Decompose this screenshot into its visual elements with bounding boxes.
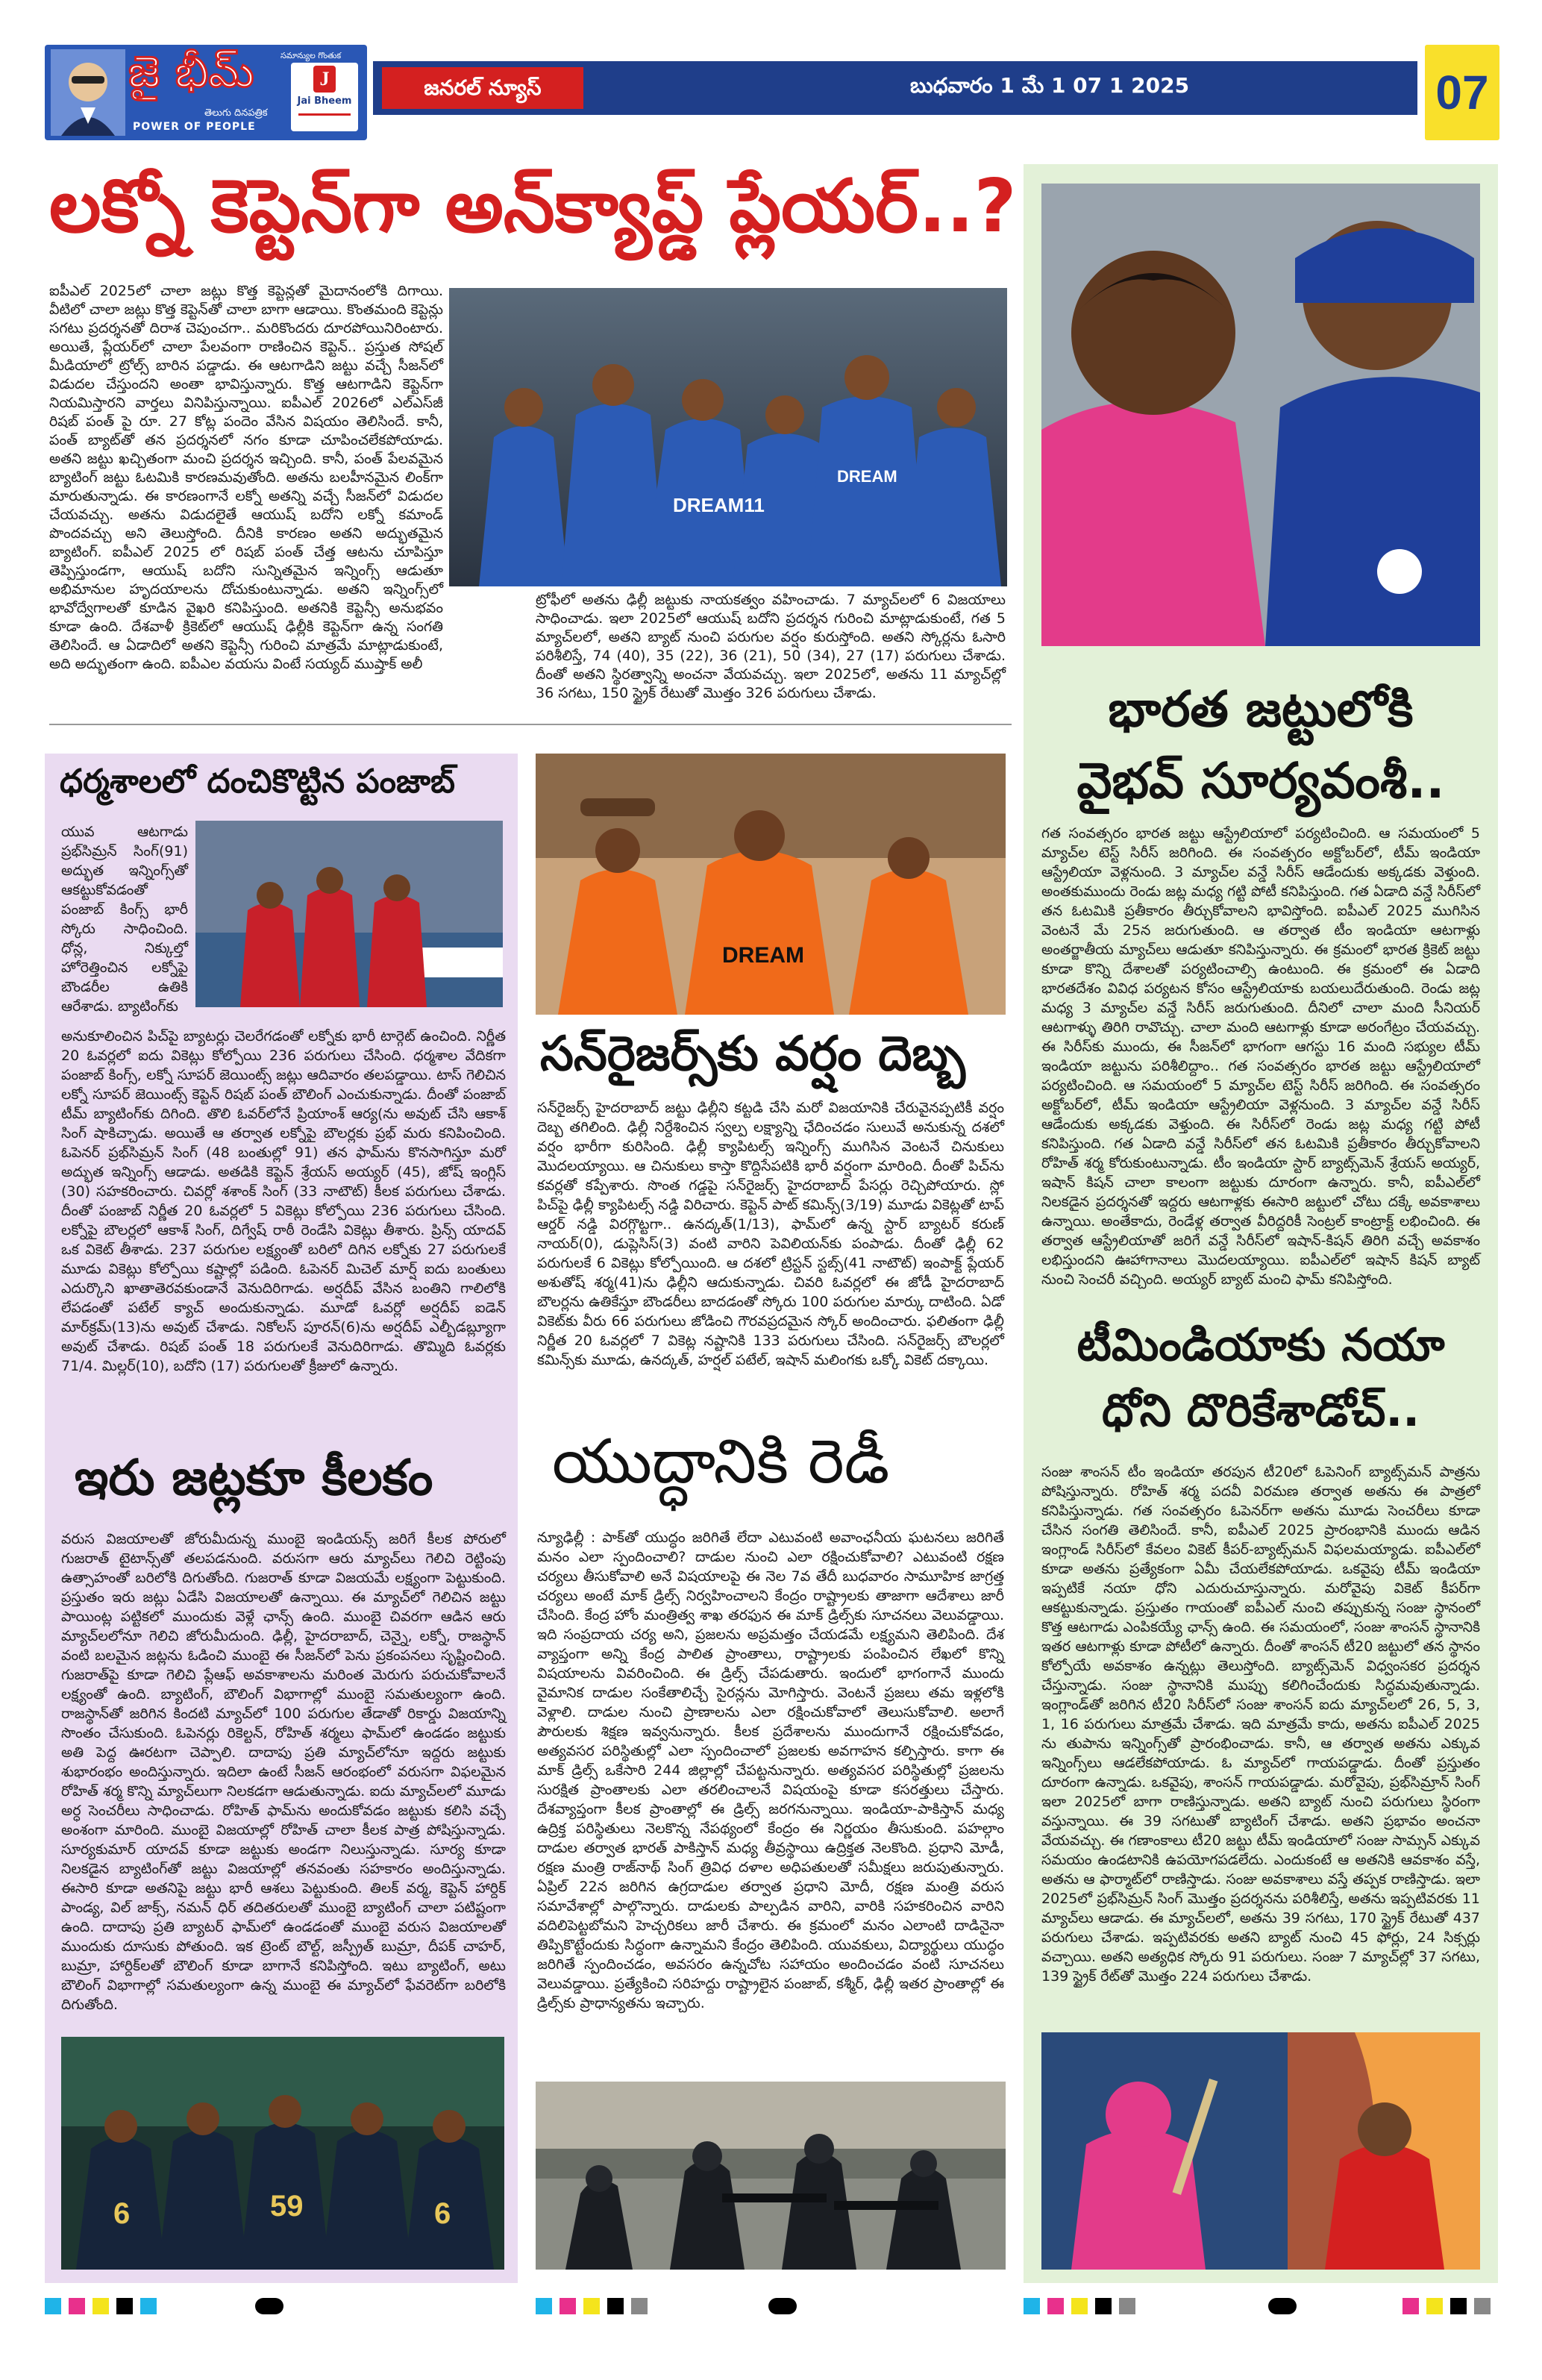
masthead	[45, 45, 1499, 142]
story5-headline: యుద్ధానికి రెడీ	[552, 1427, 890, 1497]
story1-col2	[536, 591, 1006, 710]
story2-headline: ధర్మశాలలో దంచికొట్టిన పంజాబ్	[60, 762, 455, 801]
story1-body-cont: ట్రోఫీలో అతను ఢిల్లీ జట్టుకు నాయకత్వం వహించాడు. 7 మ్యాచ్‌లలో 6 విజయాలు సాధించాడు. ఇలా 2025లో ఆయుష్ బదోని ప్రదర్శన గురించి మాట్లాడుకుంటే, గత 5 మ్యాచ్‌లలో, అతని బ్యాట్ నుంచి పరుగుల వర్షం కురుస్తోంది. అతని స్కోర్లను ఓసారి పరిశీలిస్తే, 74 (40), 35 (22), 36 (21), 50 (34), 27 (17) పరుగులు చేశాడు. దీంతో అతని స్థిరత్వాన్ని అంచనా వేయవచ్చు. ఇలా 2025లో, అతను 11 మ్యాచ్‌ల్లో 36 సగటు, 150 స్ట్రైక్ రేటుతో మొత్తం 326 పరుగులు చేశాడు.	[536, 592, 1006, 701]
registration-pill-1	[255, 2298, 283, 2314]
lsg-team-photo	[449, 288, 1007, 586]
logo-tagline: POWER OF PEOPLE	[133, 121, 256, 133]
story6-body: గత సంవత్సరం భారత జట్టు ఆస్ట్రేలియాలో పర్యటించింది. ఆ సమయంలో 5 మ్యాచ్‌ల టెస్ట్ సిరీస్ జరిగింది. ఈ సంవత్సరం అక్టోబర్‌లో, టీమ్ ఇండియా ఆస్ట్రేలియా వెళ్లనుంది. 3 మ్యాచ్‌ల వన్డే సిరీస్ ఆడేందుకు అక్కడకు వెళ్తుంది. అంతకుముందు రెండు జట్ల మధ్య గట్టి పోటీ కనిపిస్తుంది. గత ఏడాది వన్డే సిరీస్‌లో తన ఓటమికి ప్రతీకారం తీర్చుకోవాలని భావిస్తోంది. ఐపీఎల్ 2025 ముగిసిన వెంటనే మే 25న జరుగుతుంది. ఆ తర్వాత టీం ఇండియా ఆటగాళ్లు అంతర్జాతీయ మ్యాచ్‌లు ఆడుతూ కనిపిస్తున్నారు. ఈ క్రమంలో భారత క్రికెట్ జట్టు కూడా కొన్ని దేశాలతో పర్యటించాల్సి ఉంటుంది. ఈ క్రమంలో ఈ ఏడాది భారతదేశం వివిధ పర్యటన కోసం ఆస్ట్రేలియాకు బయలుదేరుతుంది. రెండు జట్ల మధ్య 3 మ్యాచ్‌ల వన్డే సిరీస్ జరుగుతుంది. దీనిలో చాలా మంది సీనియర్ ఆటగాళ్ళు తిరిగి రావొచ్చు. చాలా మంది ఆటగాళ్లు కూడా అరంగేట్రం చేయవచ్చు. ఈ సిరీస్‌కు ముందు, ఈ సీజన్‌లో భాగంగా ఆగస్టు 16 మంది సభ్యుల టీమ్ ఇండియా జట్టును పరిశీలిద్దాం.. గత సంవత్సరం భారత జట్టు ఆస్ట్రేలియాలో పర్యటించింది. ఆ సమయంలో 5 మ్యాచ్‌ల టెస్ట్ సిరీస్ జరిగింది. ఈ సంవత్సరం అక్టోబర్‌లో, టీమ్ ఇండియా ఆస్ట్రేలియా వెళ్లనుంది. 3 మ్యాచ్‌ల వన్డే సిరీస్ ఆడేందుకు అక్కడకు వెళ్తుంది. ఈ సిరీస్‌లో రెండు జట్ల మధ్య గట్టి పోటీ కనిపిస్తుంది. గత ఏడాది వన్డే సిరీస్‌లో తన ఓటమికి ప్రతీకారం తీర్చుకోవాలని రోహిత్ శర్మ కోరుకుంటున్నాడు. టీం ఇండియా స్టార్ బ్యాట్స్‌మెన్ శ్రేయస్ అయ్యర్, ఇషాన్ కిషన్ చాలా కాలంగా జట్టుకు దూరంగా ఉన్నారు. కానీ, ఐపీఎల్‌లో నిలకడైన ప్రదర్శనతో ఇద్దరు ఆటగాళ్లకు ఈసారి జట్టులో చోటు దక్కే అవకాశాలు ఉన్నాయి. అంతేకాదు, రెండేళ్ల తర్వాత వీరిద్దరికీ సెంట్రల్ కాంట్రాక్ట్ లభించింది. ఈ తర్వాత ఆస్ట్రేలియాతో జరిగే వన్డే సిరీస్‌లో ఇషాన్-కిషన్ తిరిగి వచ్చే అవకాశం లభిస్తుందని ఊహాగానాలు మొదలయ్యాయి. ఐపీఎల్‌లో ఇషాన్ కిషన్ బ్యాట్ నుంచి సెంచరీ వచ్చింది. అయ్యర్ బ్యాట్ మంచి ఫామ్ కనిపిస్తోంది.	[1041, 825, 1480, 1288]
story2-lead	[61, 822, 188, 1024]
gt-jersey-number-2: 59	[270, 2190, 304, 2223]
header-date: బుధవారం 1 మే 1 07 1 2025	[910, 73, 1190, 98]
lsg-jersey-text: DREAM11	[673, 494, 765, 516]
gt-jersey-number-1: 6	[113, 2197, 131, 2230]
gt-jersey-number-3: 6	[434, 2197, 451, 2230]
logo-title: జై భీమ్	[128, 46, 254, 97]
story1-headline: లక్నో కెప్టెన్‌గా అన్‌క్యాప్డ్ ప్లేయర్..?	[49, 164, 1017, 249]
gujarat-team-photo	[61, 2037, 504, 2270]
registration-pill-2	[768, 2298, 797, 2314]
story4-body: సన్‌రైజర్స్ హైదరాబాద్ జట్టు ఢిల్లీని కట్టడి చేసి మరో విజయానికి చేరువైనప్పటికీ వర్షం దెబ్బ తగిలింది. ఢిల్లీ నిర్దేశించిన స్వల్ప లక్ష్యాన్ని ఛేదించడం సులువే అనుకున్న దశలో వర్షం భారీగా కురిసింది. ఢిల్లీ క్యాపిటల్స్ ఇన్నింగ్స్ ముగిసిన వెంటనే చినుకులు మొదలయ్యాయి. ఆ చినుకులు కాస్తా కొద్దిసేపటికి భారీ వర్షంగా మారింది. దీంతో పిచ్‌ను కవర్లతో కప్పేశారు. సొంత గడ్డపై సన్‌రైజర్స్ హైదరాబాద్ పేసర్లు రెచ్చిపోయారు. స్లో పిచ్‌పై ఢిల్లీ క్యాపిటల్స్ నడ్డి విరిచారు. కెప్టెన్ పాట్ కమిన్స్(3/19) మూడు వికెట్లతో టాప్ ఆర్డర్ నడ్డి విరగ్గొట్టగా.. ఉనద్కత్(1/13), ఫామ్‌లో ఉన్న స్టార్ బ్యాటర్ కరుణ్ నాయర్(0), డుప్లెసిస్(3) వంటి వారిని పెవిలియన్‌కు పంపాడు. దీంతో ఢిల్లీ 62 పరుగులకే 6 వికెట్లు కోల్పోయింది. ఆ దశలో ట్రిస్టన్ స్టబ్స్(41 నాటౌట్) ఇంపాక్ట్ ప్లేయర్ అశుతోష్ శర్మ(41)ను ఢిల్లీని ఆదుకున్నాడు. చివరి ఓవర్లలో ఈ జోడీ హైదరాబాద్ బౌలర్లను ఉతికేస్తూ బౌండరీలు బాదడంతో స్కోరు 100 పరుగుల మార్కు దాటింది. ఏడో వికెట్‌కు వీరు 66 పరుగులు జోడించి గౌరవప్రదమైన స్కోర్ అందించారు. ఫలితంగా ఢిల్లీ నిర్ణీత 20 ఓవర్లలో 7 వికెట్ల నష్టానికి 133 పరుగులు చేసింది. సన్‌రైజర్స్ బౌలర్లలో కమిన్స్‌కు మూడు, ఉనద్కత్, హర్షల్ పటేల్, ఇషాన్ మలింగకు ఒక్కో వికెట్ దక్కాయి.	[537, 1100, 1004, 1368]
story7-body: సంజు శాంసన్ టీం ఇండియా తరపున టీ20లో ఓపెనింగ్ బ్యాట్స్‌మన్ పాత్రను పోషిస్తున్నారు. రోహిత్ శర్మ పదవీ విరమణ తర్వాత అతను ఈ పాత్రలో కనిపిస్తున్నాడు. గత సంవత్సరం ఓపెనర్‌గా అతను మూడు సెంచరీలు కూడా చేసిన సంగతి తెలిసిందే. కానీ, ఐపీఎల్ 2025 ప్రారంభానికి ముందు ఆడిన ఇంగ్లాండ్ సిరీస్‌లో కేవలం వికెట్ కీపర్-బ్యాట్స్‌మన్ విఫలమయ్యాడు. ఐపీఎల్‌లో కూడా అతను ప్రత్యేకంగా ఏమీ చేయలేకపోయాడు. ఒకవైపు టీమ్ ఇండియా ఇప్పటికే నయా ధోని ఎదురుచూస్తున్నారు. మరోవైపు వికెట్ కీపర్‌గా ఆకట్టుకున్నాడు. ప్రస్తుతం గాయంతో ఐపీఎల్ నుంచి తప్పుకున్న సంజు స్థానంలో కొత్త ఆటగాడు ఎంపికయ్యే ఛాన్స్ ఉంది. ఈ సమయంలో, సంజు శాంసన్ స్థానానికి ఇతర ఆటగాళ్లు కూడా పోటీలో ఉన్నారు. దీంతో శాంసన్ టీ20 జట్టులో తన స్థానం కోల్పోయే అవకాశం ఉన్నట్లు తెలుస్తోంది. బ్యాట్స్‌మెన్ విధ్వంసకర ప్రదర్శన చేస్తున్నాడు. సంజు స్థానానికి ముప్పు కలిగించేందుకు సిద్ధమవుతున్నాడు. ఇంగ్లాండ్‌తో జరిగిన టీ20 సిరీస్‌లో సంజు శాంసన్ ఐదు మ్యాచ్‌లలో 26, 5, 3, 1, 16 పరుగులు మాత్రమే చేశాడు. ఇది మాత్రమే కాదు, అతను ఐపీఎల్ 2025 ను తుపాను ఇన్నింగ్స్‌తో ప్రారంభించాడు. కానీ, ఆ తర్వాత అతను ఎక్కువ ఇన్నింగ్స్‌లు ఆడలేకపోయాడు. ఓ మ్యాచ్‌లో గాయపడ్డాడు. దీంతో ప్రస్తుతం దూరంగా ఉన్నాడు. ఒకవైపు, శాంసన్ గాయపడ్డాడు. మరోవైపు, ప్రభ్‌సిమ్రాన్ సింగ్ ఇలా 2025లో బాగా రాణిస్తున్నాడు. అతని బ్యాట్ నుంచి పరుగులు స్థిరంగా వస్తున్నాయి. ఈ 39 సగటుతో బ్యాటింగ్ చేశాడు. అతని ప్రభావం అంచనా వేయవచ్చు. ఈ గణాంకాలు టీ20 జట్టు టీమ్ ఇండియాలో సంజు సామ్సన్ ఎక్కువ సమయం ఉండటానికి ఉపయోగపడలేదు. ఎందుకంటే ఆ అతనికి ఆవకాశం వస్తే, అతను ఆ ఫార్మాట్‌లో రాణిస్తాడు. సంజు అవకాశాలు వస్తే తప్పక రాణిస్తాడు. ఇలా 2025లో ప్రభ్‌సిమ్రన్ సింగ్ మొత్తం ప్రదర్శనను పరిశీలిస్తే, అతను ఇప్పటివరకు 11 మ్యాచ్‌లు ఆడాడు. ఈ మ్యాచ్‌లలో, అతను 39 సగటు, 170 స్ట్రైక్ రేటుతో 437 పరుగులు చేశాడు. ఇప్పటివరకు అతని బ్యాట్ నుంచి 45 ఫోర్లు, 24 సిక్సర్లు వచ్చాయి. అతని అత్యధిక స్కోరు 91 పరుగులు. సంజు 7 మ్యాచ్‌ల్లో 37 సగటు, 139 స్ట్రైక్ రేట్‌తో మొత్తం 224 పరుగులు చేశాడు.	[1041, 1464, 1480, 1985]
vaibhav-rohit-photo	[1041, 184, 1480, 646]
story5-body: న్యూఢిల్లీ : పాక్‌తో యుద్ధం జరిగితే లేదా ఎటువంటి అవాంఛనీయ ఘటనలు జరిగితే మనం ఎలా స్పందించాలి? దాడుల నుంచి ఎలా రక్షించుకోవాలి? ఎటువంటి రక్షణ చర్యలు తీసుకోవాలి అనే విషయాలపై ఈ నెల 7వ తేదీ బుధవారం సామూహిక జాగ్రత్త చర్యలు అంటే మాక్ డ్రిల్స్ నిర్వహించాలని కేంద్రం రాష్ట్రాలకు తాజాగా ఆదేశాలు జారీ చేసింది. కేంద్ర హోం మంత్రిత్వ శాఖ తరఫున ఈ మాక్ డ్రిల్స్‌కు సూచనలు వెలువడ్డాయి. ఇది సంప్రదాయ చర్య అని, ప్రజలను అప్రమత్తం చేయడమే లక్ష్యమని తెలిపింది. దేశ వ్యాప్తంగా అన్ని కేంద్ర పాలిత ప్రాంతాలు, రాష్ట్రాలకు పంపించిన లేఖలో కొన్ని విషయాలను వివరించింది. ఈ డ్రిల్స్ చేపడుతారు. ఇందులో భాగంగానే ముందు వైమానిక దాడుల సంకేతాలిచ్చే సైరన్లను మోగిస్తారు. వెంటనే ప్రజలు తమ ఇళ్లలోకి వెళ్లాలి. దాడుల నుంచి ప్రాణాలను ఎలా రక్షించుకోవాలో తెలుసుకోవాలి. అలాగే పౌరులకు శిక్షణ ఇవ్వనున్నారు. కీలక ప్రదేశాలను ముందుగానే రక్షించుకోవడం, అత్యవసర పరిస్థితుల్లో ఎలా స్పందించాలో ప్రజలకు అవగాహన కల్పిస్తారు. కాగా ఈ మాక్ డ్రిల్స్ ఒకేసారి 244 జిల్లాల్లో చేపట్టనున్నారు. అత్యవసర పరిస్థితుల్లో ప్రజలను సురక్షిత ప్రాంతాలకు ఎలా తరలించాలనే విషయంపై కూడా కసరత్తులు చేస్తారు. దేశవ్యాప్తంగా కీలక ప్రాంతాల్లో ఈ డ్రిల్స్ జరగనున్నాయి. ఇండియా-పాకిస్తాన్ మధ్య ఉద్రిక్త పరిస్థితులు నెలకొన్న నేపథ్యంలో కేంద్రం ఈ నిర్ణయం తీసుకుంది. పహల్గాం దాడుల తర్వాత భారత్ పాకిస్తాన్ మధ్య తీవ్రస్థాయి ఉద్రిక్తత నెలకొంది. ప్రధాని మోడీ, రక్షణ మంత్రి రాజ్‌నాథ్ సింగ్ త్రివిధ దళాల అధిపతులతో సమీక్షలు జరుపుతున్నారు. ఏప్రిల్ 22న జరిగిన ఉగ్రదాడుల తర్వాత ప్రధాని మోదీ, రక్షణ మంత్రి వరుస సమావేశాల్లో పాల్గొన్నారు. దాడులకు పాల్పడిన వారిని, వారికి సహకరించిన వారిని వదిలిపెట్టబోమని హెచ్చరికలు జారీ చేశారు. ఈ క్రమంలో మనం ఎలాంటి దాడినైనా తిప్పికొట్టేందుకు సిద్ధంగా ఉన్నామని కేంద్రం తెలిపింది. యువకులు, విద్యార్థులు యుద్ధం జరిగితే స్పందించడం, అవసరం ఉన్నచోట సహాయం అందించడం వంటి సూచనలు వెలువడ్డాయి. ప్రత్యేకించి సరిహద్దు రాష్ట్రాలైన పంజాబ్, కశ్మీర్, ఢిల్లీ ఇతర ప్రాంతాల్లో ఈ డ్రిల్స్‌కు ప్రాధాన్యతను ఇచ్చారు.	[537, 1529, 1004, 2011]
story3-headline: ఇరు జట్లకూ కీలకం	[75, 1449, 433, 1506]
story4-body-block	[537, 1098, 1004, 1412]
logo-box[interactable]	[45, 45, 367, 140]
brand-name: Jai Bheem	[297, 95, 352, 107]
brand-j-icon: J	[313, 66, 336, 93]
srh-celebration-photo	[536, 754, 1006, 1015]
lsg-jersey-text-2: DREAM	[837, 467, 897, 486]
logo-brand-badge	[291, 63, 358, 131]
story3-body: వరుస విజయాలతో జోరుమీదున్న ముంబై ఇండియన్స్ జరిగే కీలక పోరులో గుజరాత్ టైటాన్స్‌తో తలపడనుంది. వరుసగా ఆరు మ్యాచ్‌లు గెలిచి రెట్టింపు ఉత్సాహంతో బరిలోకి దిగుతోంది. గుజరాత్ కూడా విజయమే లక్ష్యంగా పెట్టుకుంది. ప్రస్తుతం ఇరు జట్లు ఏడేసి విజయాలతో ఉన్నాయి. ఈ మ్యాచ్‌లో గెలిచిన జట్టు పాయింట్ల పట్టికలో ముందుకు వెళ్లే ఛాన్స్ ఉంది. ముంబై చివరగా ఆడిన ఆరు మ్యాచ్‌లలోనూ గెలిచి జోరుమీదుంది. ఢిల్లీ, హైదరాబాద్, చెన్నై, లక్నో, రాజస్థాన్ వంటి బలమైన జట్లను ఓడించి ముంబై ఈ సీజన్‌లో పెను ప్రకంపనలు సృష్టించింది. గుజరాత్‌పై కూడా గెలిచి ప్లేఆఫ్ అవకాశాలను మరింత మెరుగు పరుచుకోవాలనే లక్ష్యంతో ఉంది. బ్యాటింగ్, బౌలింగ్ విభాగాల్లో ముంబై సమతుల్యంగా ఉంది. రాజస్థాన్‌తో జరిగిన కిందటి మ్యాచ్‌లో 100 పరుగుల తేడాతో రికార్డు విజయాన్ని సొంతం చేసుకుంది. ఓపెనర్లు రికెల్టన్, రోహిత్ శర్మలు ఫామ్‌లో ఉండడం జట్టుకు అతి పెద్ద ఊరటగా చెప్పాలి. దాదాపు ప్రతి మ్యాచ్‌లోనూ ఇద్దరు జట్టుకు శుభారంభం అందిస్తున్నారు. ఇదిలా ఉంటే సీజన్ ఆరంభంలో వరుసగా విఫలమైన రోహిత్ శర్మ కొన్ని మ్యాచ్‌లుగా నిలకడగా ఆడుతున్నాడు. ఐదు మ్యాచ్‌లలో మూడు అర్ధ సెంచరీలు సాధించాడు. రోహిత్ ఫామ్‌ను అందుకోవడం జట్టుకు కలిసి వచ్చే అంశంగా మారింది. ముంబై విజయాల్లో రోహిత్ చాలా కీలక పాత్ర పోషిస్తున్నాడు. సూర్యకుమార్ యాదవ్ కూడా జట్టుకు అండగా నిలుస్తున్నాడు. సూర్య కూడా నిలకడైన బ్యాటింగ్‌తో జట్టు విజయాల్లో తనవంతు సహకారం అందిస్తున్నాడు. ఈసారి కూడా అతనిపై జట్టు భారీ ఆశలు పెట్టుకుంది. తిలక్ వర్మ, కెప్టెన్ హార్దిక్ పాండ్య, విల్ జాక్స్, నమన్ ధిర్ తదితరులతో ముంబై బ్యాటింగ్ చాలా పటిష్టంగా ఉంది. దాదాపు ప్రతి బ్యాటర్ ఫామ్‌లో ఉండడంతో ముంబై వరుస విజయాలతో ముందుకు దూసుకు పోతుంది. ఇక ట్రెంట్ బౌల్ట్, జస్ప్రీత్ బుమ్రా, దీపక్ చాహర్, బుమ్రా, హార్దిక్‌లతో బౌలింగ్ కూడా బాగానే కనిపిస్తోంది. ఇటు బ్యాటింగ్, అటు బౌలింగ్ విభాగాల్లో సమతుల్యంగా ఉన్న ముంబై ఈ మ్యాచ్‌లో ఫేవరెట్‌గా బరిలోకి దిగుతోంది.	[61, 1531, 506, 2013]
story3-body-block	[61, 1529, 506, 2029]
story6-headline-line2: వైభవ్ సూర్యవంశీ..	[1076, 752, 1445, 809]
ambedkar-portrait-icon	[51, 49, 125, 136]
story2-lead-text: యువ ఆటగాడు ప్రభ్‌సిమ్రన్ సింగ్(91) అద్భుత ఇన్నింగ్స్‌తో ఆకట్టుకోవడంతో పంజాబ్ కింగ్స్ భారీ స్కోరు సాధించింది. ధోన్ల, నిక్కుల్తో హోరెత్తించిన లక్నోపై బౌండరీల ఉతికి ఆరేశాడు. బ్యాటింగ్‌కు	[61, 824, 188, 1015]
section-label[interactable]: జనరల్ న్యూస్	[382, 67, 583, 109]
story6-body-block	[1041, 824, 1480, 1307]
samson-prabhsimran-photo	[1041, 2032, 1480, 2270]
story2-body-block	[61, 1027, 506, 1444]
story7-headline-line1: టీమిండియాకు నయా	[1076, 1319, 1445, 1371]
logo-small-tag: సమాన్యుల గొంతుక	[280, 51, 342, 60]
registration-pill-3	[1268, 2298, 1297, 2314]
story1-col1	[49, 282, 443, 672]
story4-headline: సన్‌రైజర్స్‌కు వర్షం దెబ్బ	[540, 1027, 966, 1082]
story2-body: అనుకూలించిన పిచ్‌పై బ్యాటర్లు చెలరేగడంతో లక్నోకు భారీ టార్గెట్ ఉంచింది. నిర్ణీత 20 ఓవర్లలో ఐదు వికెట్లు కోల్పోయి 236 పరుగులు చేసింది. ధర్మశాల వేదికగా పంజాబ్ కింగ్స్, లక్నో సూపర్ జెయింట్స్ జట్లు ఆదివారం తలపడ్డాయి. టాస్ గెలిచిన లక్నో సూపర్ జెయింట్స్ కెప్టెన్ రిషబ్ పంత్ బౌలింగ్ ఎంచుకున్నాడు. దీంతో పంజాబ్ టీమ్ బ్యాటింగ్‌కు దిగింది. తొలి ఓవర్‌లోనే ప్రియాంశ్ ఆర్య(ను అవుట్ చేసి ఆకాశ్ సింగ్ షాకిచ్చాడు. అయితే ఆ తర్వాత లక్నోపై బౌలర్లకు ప్రభ్ మరు కనిపించింది. ఓపెనర్ ప్రభ్‌సిమ్రన్ సింగ్ (48 బంతుల్లో 91) తన ఫామ్‌ను కొనసాగిస్తూ మరో అద్భుత ఇన్నింగ్స్ ఆడాడు. అతడికి కెప్టెన్ శ్రేయస్ అయ్యర్ (45), జోష్ ఇంగ్లిస్ (30) సహకరించారు. చివర్లో శశాంక్ సింగ్ (33 నాటౌట్) కీలక పరుగులు చేశాడు. దీంతో పంజాబ్ నిర్ణీత 20 ఓవర్లలో 5 వికెట్లు కోల్పోయి 236 పరుగులు చేసింది. లక్నోపై బౌలర్లలో ఆకాశ్ సింగ్, దిగ్వేష్ రాఠీ రెండేసి వికెట్లు తీశారు. ప్రిన్స్ యాదవ్ ఒక వికెట్ తీశాడు. 237 పరుగుల లక్ష్యంతో బరిలో దిగిన లక్నోకు 27 పరుగులకే మూడు వికెట్లు కోల్పోయి కష్టాల్లో పడింది. ఓపెనర్ మిచెల్ మార్ష్ ఐదు బంతులు ఎదుర్కొని ఖాతాతెరవకుండానే వెనుదిరిగాడు. అర్షదీప్ వేసిన బంతిని గాలిలోకి లేపడంతో పటేల్ క్యాచ్ అందుకున్నాడు. మూడో ఓవర్లో అర్షదీప్ ఐడెన్ మార్‌క్రమ్(13)ను అవుట్ చేశాడు. నికోలస్ పూరన్(6)ను అర్షదీప్ ఎల్బీడబ్ల్యూగా అవుట్ చేశాడు. రిషబ్ పంత్ 18 పరుగులకే వెనుదిరిగాడు. తొమ్మిది ఓవర్లకు 71/4. మిల్లర్(10), బదోని (17) పరుగులతో క్రీజులో ఉన్నారు.	[61, 1028, 506, 1374]
srh-jersey-text: DREAM	[722, 943, 804, 968]
registration-marks-left	[45, 2298, 157, 2314]
story7-body-block	[1041, 1462, 1480, 2023]
story5-body-block	[537, 1528, 1004, 2073]
story6-headline-line1: భారత జట్టులోకి	[1108, 680, 1414, 738]
registration-marks-right	[1024, 2298, 1135, 2314]
story1-divider	[49, 724, 1012, 725]
brand-underline	[298, 113, 351, 116]
page-number: 07	[1425, 45, 1499, 140]
story7-headline-line2: ధోని దొరికేశాడోచ్..	[1102, 1385, 1420, 1437]
logo-subtitle: తెలుగు దినపత్రిక	[204, 107, 268, 119]
punjab-celebration-photo	[195, 821, 503, 1007]
story1-body: ఐపీఎల్ 2025లో చాలా జట్లు కొత్త కెప్టెన్లతో మైదానంలోకి దిగాయి. వీటిలో చాలా జట్లు కొత్త కెప్టెన్‌తో చాలా బాగా ఆడాయి. కొంతమంది కెప్టెన్లు సగటు ప్రదర్శనతో దిరాశ చెపుంచగా.. మరికొందరు దూరపోయినిరింటారు. అయితే, ప్లేయర్‌లో చాలా పేలవంగా రాణించిన కెప్టెన్.. ప్రస్తుత సోషల్ మీడియాలో ట్రోల్స్ బారిన పడ్డాడు. ఈ ఆటగాడిని జట్టు వచ్చే సీజన్‌లో విడుదల చేస్తుందని అంతా భావిస్తున్నారు. కొత్త ఆటగాడిని కెప్టెన్‌గా నియమిస్తారని వార్తలు వినిపిస్తున్నాయి. ఐపీఎల్ 2026లో ఎల్‌ఎస్‌జీ రిషబ్ పంత్ పై రూ. 27 కోట్ల పందెం వేసిన విషయం తెలిసిందే. కానీ, పంత్ బ్యాట్‌తో తన ప్రదర్శనలో నగం కూడా చూపించలేకపోయాడు. అతని జట్టు ఖచ్చితంగా మంచి ప్రదర్శన ఇచ్చింది. కానీ, పంత్ పేలవమైన బ్యాటింగ్ జట్టు ఓటమికి కారణమవుతోంది. అతను బలహీనమైన లింక్‌గా మారుతున్నాడు. ఈ కారణంగానే లక్నో అతన్ని వచ్చే సీజన్‌లో విడుదల చేయవచ్చు. అతను విడుదలైతే ఆయుష్ బదోని లక్నో కమాండ్ పొందవచ్చు అని తెలుస్తోంది. దీనికి కారణం అతని అద్భుతమైన బ్యాటింగ్. ఐపీఎల్ 2025 లో రిషబ్ పంత్ చేత్త ఆటను చూపిస్తూ తెప్పిస్తుండగా, ఆయుష్ బదోని సున్నితమైన ఇన్నింగ్స్ ఆడుతూ అభిమానుల హృదయాలను దోచుకుంటున్నాడు. అతని ఇన్నింగ్స్‌లో భావోద్వేగాలతో కూడిన వైఖరి కనిపిస్తుంది. అతనికి కెప్టెన్సీ అనుభవం కూడా ఉంది. దేశవాళీ క్రికెట్‌లో ఆయుష్ ఢిల్లీకి కెప్టెన్‌గా ఉన్న సంగతి తెలిసిందే. ఆ ఏడాదిలో అతని కెప్టెన్సీ గురించి మాత్రమే మాట్లాడుకుంటే, అది అద్భుతంగా ఉంది. ఐపీఎల వయసు వింటే సయ్యద్ ముష్తాక్ అలీ	[49, 283, 443, 672]
security-drill-photo	[536, 2082, 1006, 2270]
registration-marks-far-right	[1402, 2298, 1491, 2314]
registration-marks-center	[536, 2298, 648, 2314]
